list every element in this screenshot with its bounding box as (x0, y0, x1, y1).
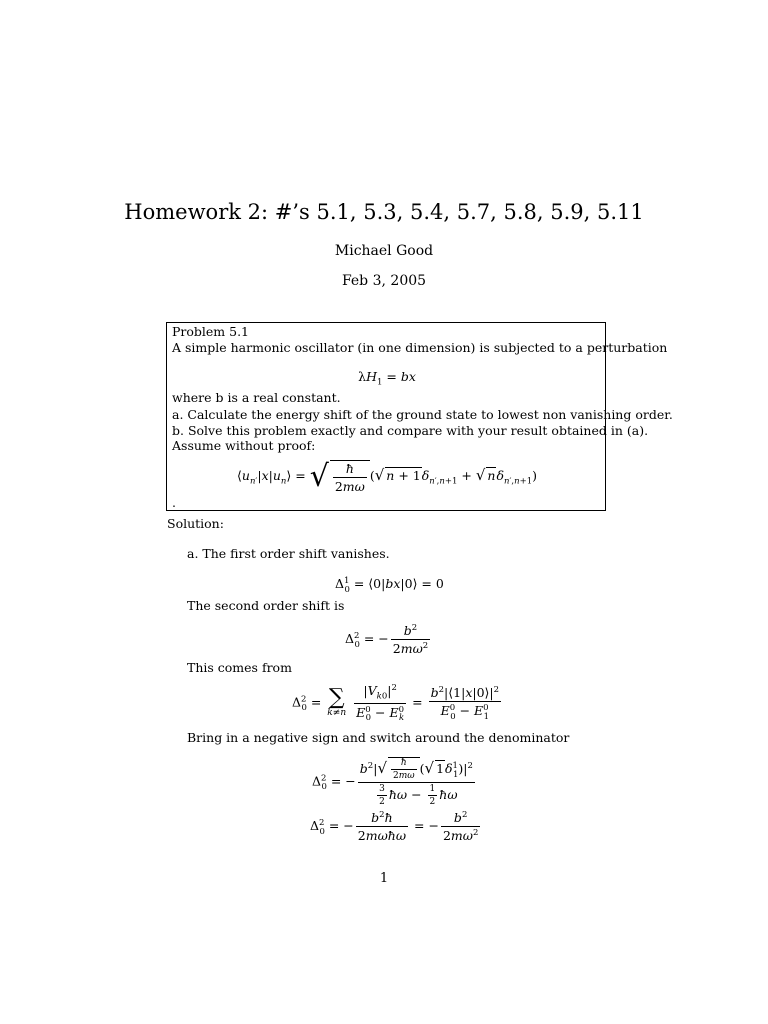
part-b: b. Solve this problem exactly and compare with your result obtained in (a). (172, 423, 649, 438)
part-a: a. Calculate the energy shift of the ground state to lowest non vanishing order. (172, 407, 673, 422)
solution-label: Solution: (167, 516, 224, 531)
first-order-equation: $\Delta^1_0$ = ⟨0|bx|0⟩ = 0 (335, 576, 444, 595)
problem-heading: Problem 5.1 (172, 324, 250, 339)
first-order-text: a. The first order shift vanishes. (187, 546, 390, 561)
problem-intro: A simple harmonic oscillator (in one dimension) is subjected to a perturbation (172, 340, 668, 355)
negative-sign-equation: $\Delta^2_0$ = − $b^2|√$ $\frac{ħ}{2m\omega}$ (√ $1\delta^1_1)|^2$ $\frac{3}{2}$ ħω − $\frac{1}{2}$ ħω (312, 758, 473, 807)
problem-box (166, 322, 673, 511)
assume-line: Assume without proof: (172, 438, 316, 453)
author: Michael Good (334, 243, 434, 259)
page-title: Homework 2: #’s 5.1, 5.3, 5.4, 5.7, 5.8, 5.9, 5.11 (124, 200, 644, 224)
comes-from-text: This comes from (187, 660, 292, 675)
second-order-equation: $\Delta^2_0$ = − $\frac{b^2}{2m\omega^2}$ (345, 623, 429, 657)
final-result-equation: $\Delta^2_0$ = − $\frac{b^2ħ}{\text{2mωħω}}$ = − $\frac{b^2}{2m\omega^2}$ (310, 810, 479, 844)
perturbation-equation: $\lambda H_1$ = bx (358, 369, 416, 388)
page-number: 1 (379, 871, 389, 886)
date: Feb 3, 2005 (341, 273, 427, 289)
trailing-dot: . (172, 495, 176, 510)
where-line: where b is a real constant. (172, 390, 341, 405)
second-order-text: The second order shift is (187, 598, 345, 613)
perturbation-sum-equation: $\Delta^2_0$ = ∑ k≠n $\frac{|V_{k0}|^2}{E^0_0 - E^0_k}$ = $\frac{b^2|⟨1|x|0⟩|^2}{E^0_0 - E^0_1}$ (292, 683, 500, 724)
bring-in-text: Bring in a negative sign and switch around the denominator (187, 730, 570, 745)
matrix-element-equation: $⟨u_{n'}|x|u_n⟩$ = √ $\frac{ħ}{2m\omega}$ (√ $n + 1\delta_{n',n+1}$ + √ $n\delta_{n',n+1}$) (236, 459, 538, 494)
